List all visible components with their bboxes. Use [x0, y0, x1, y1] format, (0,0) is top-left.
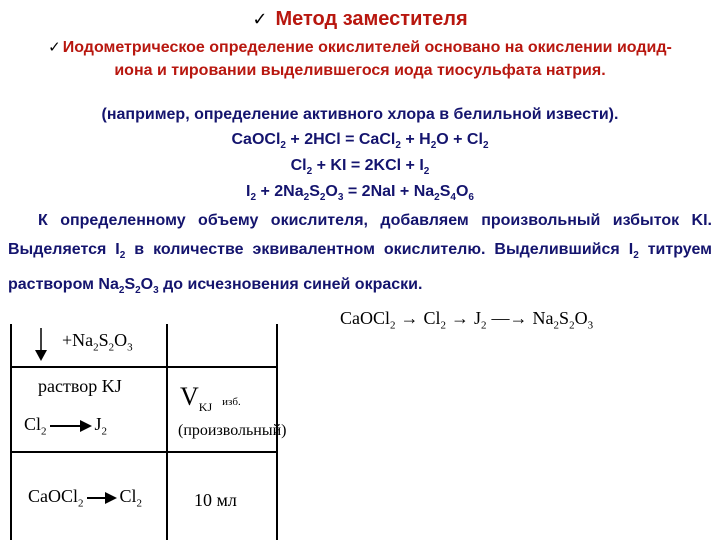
- eq3-sub: 2: [250, 192, 257, 204]
- para-sub: 3: [153, 285, 159, 297]
- eq1-part: + 2HCl = CaCl: [285, 131, 396, 148]
- arrow-right-icon: →: [400, 308, 419, 328]
- eq1-sub: 2: [482, 140, 489, 152]
- para-sub: 2: [135, 285, 141, 297]
- formula-text: Cl: [24, 414, 42, 434]
- para-sub: 2: [119, 250, 126, 262]
- caocl2-to-cl2: [28, 486, 142, 510]
- eq3-part: = 2NaI + Na: [343, 183, 435, 200]
- eq2-part: + KI = 2KCl + I: [312, 157, 424, 174]
- para-sub: 2: [118, 285, 125, 297]
- formula-text: Cl: [119, 486, 137, 506]
- para-text: S: [124, 276, 136, 294]
- formula-sub: 2: [41, 425, 47, 438]
- arbitrary-note: (произвольный): [178, 422, 287, 439]
- para-text: титруем раствором Na: [8, 241, 713, 294]
- eq2-sub: 2: [306, 166, 313, 178]
- table-left-border: [10, 324, 12, 540]
- eq3-part: I: [246, 183, 251, 200]
- sample-volume: 10 мл: [194, 490, 237, 510]
- titrant-label: [62, 330, 133, 354]
- eq1-part: O + Cl: [436, 131, 483, 148]
- formula-text: CaOCl: [28, 486, 79, 506]
- eq3-part: S: [439, 183, 451, 200]
- volume-ki-label: [180, 382, 241, 415]
- table-column-divider: [166, 324, 168, 540]
- titrant-sub: 2: [93, 341, 99, 354]
- equation-2: [0, 157, 720, 177]
- eq1-part: CaOCl: [231, 131, 281, 148]
- para-sub: 2: [633, 250, 639, 262]
- eq3-part: O: [455, 183, 469, 200]
- titrant-sub: 3: [127, 341, 133, 354]
- scheme-sub: 2: [569, 319, 575, 332]
- titrant-sub: 2: [108, 341, 115, 354]
- eq3-part: + 2Na: [256, 183, 304, 200]
- eq1-sub: 2: [395, 140, 401, 152]
- long-arrow-right-icon: —→: [491, 308, 528, 328]
- solution-label: раствор KJ: [38, 376, 122, 396]
- checkmark-icon: ✓: [252, 9, 268, 29]
- formula-sub: 2: [78, 497, 84, 510]
- scheme-formula: O: [574, 308, 588, 328]
- scheme-formula: Cl: [423, 308, 441, 328]
- eq1-sub: 2: [430, 140, 437, 152]
- formula-sub: 2: [101, 425, 108, 438]
- scheme-formula: CaOCl: [340, 308, 391, 328]
- eq3-part: S: [309, 183, 320, 200]
- eq3-sub: 2: [434, 192, 440, 204]
- intro-text: Иодометрическое определение окислителей основано на окислении иодид-иона и тировании выделившегося иода тиосульфата натрия.: [62, 39, 672, 79]
- arrow-right-icon: [87, 492, 117, 504]
- eq1-part: + H: [400, 131, 431, 148]
- checkmark-icon: ✓: [48, 39, 61, 56]
- titrant-text: +Na: [62, 330, 94, 350]
- equation-3: [0, 183, 720, 203]
- cl2-to-j2: [24, 414, 107, 438]
- scheme-formula: S: [559, 308, 570, 328]
- titrant-text: O: [114, 330, 128, 350]
- intro-paragraph: [40, 36, 680, 82]
- eq3-sub: 2: [319, 192, 326, 204]
- para-text: К определенному объему окислителя, добавляем произвольный избыток KI. Выделяется I: [8, 212, 712, 258]
- eq3-sub: 4: [450, 192, 456, 204]
- scheme-formula: J: [474, 308, 482, 328]
- table-row-divider: [10, 366, 278, 368]
- scheme-formula: Na: [532, 308, 554, 328]
- eq3-part: O: [325, 183, 338, 200]
- eq3-sub: 3: [337, 192, 344, 204]
- eq2-sub: 2: [423, 166, 430, 178]
- para-text: O: [140, 276, 154, 294]
- para-text: до исчезновения синей окраски.: [158, 276, 423, 294]
- volume-excess: изб.: [222, 396, 241, 408]
- formula-sub: 2: [136, 497, 143, 510]
- slide-title: [0, 8, 720, 31]
- example-line: (например, определение активного хлора в белильной извести).: [101, 106, 619, 123]
- scheme-sub: 2: [390, 319, 396, 332]
- eq3-sub: 2: [303, 192, 310, 204]
- scheme-sub: 2: [481, 319, 487, 332]
- volume-sub: KJ: [198, 400, 213, 415]
- arrow-right-icon: [50, 420, 92, 432]
- scheme-sub: 2: [440, 319, 447, 332]
- conversion-scheme: [340, 308, 593, 332]
- eq1-sub: 2: [280, 140, 286, 152]
- titration-scheme-table: [10, 324, 287, 540]
- scheme-sub: 2: [553, 319, 560, 332]
- procedure-paragraph: [8, 206, 712, 305]
- titrant-text: S: [98, 330, 109, 350]
- formula-text: J: [94, 414, 102, 434]
- table-row-divider: [10, 451, 278, 453]
- arrow-down-icon: [34, 328, 48, 362]
- arrow-right-icon: →: [451, 308, 470, 328]
- equation-1: [0, 131, 720, 151]
- para-text: в количестве эквивалентном окислителю. Выделившийся I: [125, 241, 634, 258]
- scheme-sub: 3: [587, 319, 594, 332]
- volume-symbol: V: [180, 382, 199, 411]
- eq2-part: Cl: [290, 157, 307, 174]
- title-text: Метод заместителя: [275, 8, 468, 30]
- eq3-sub: 6: [468, 192, 474, 204]
